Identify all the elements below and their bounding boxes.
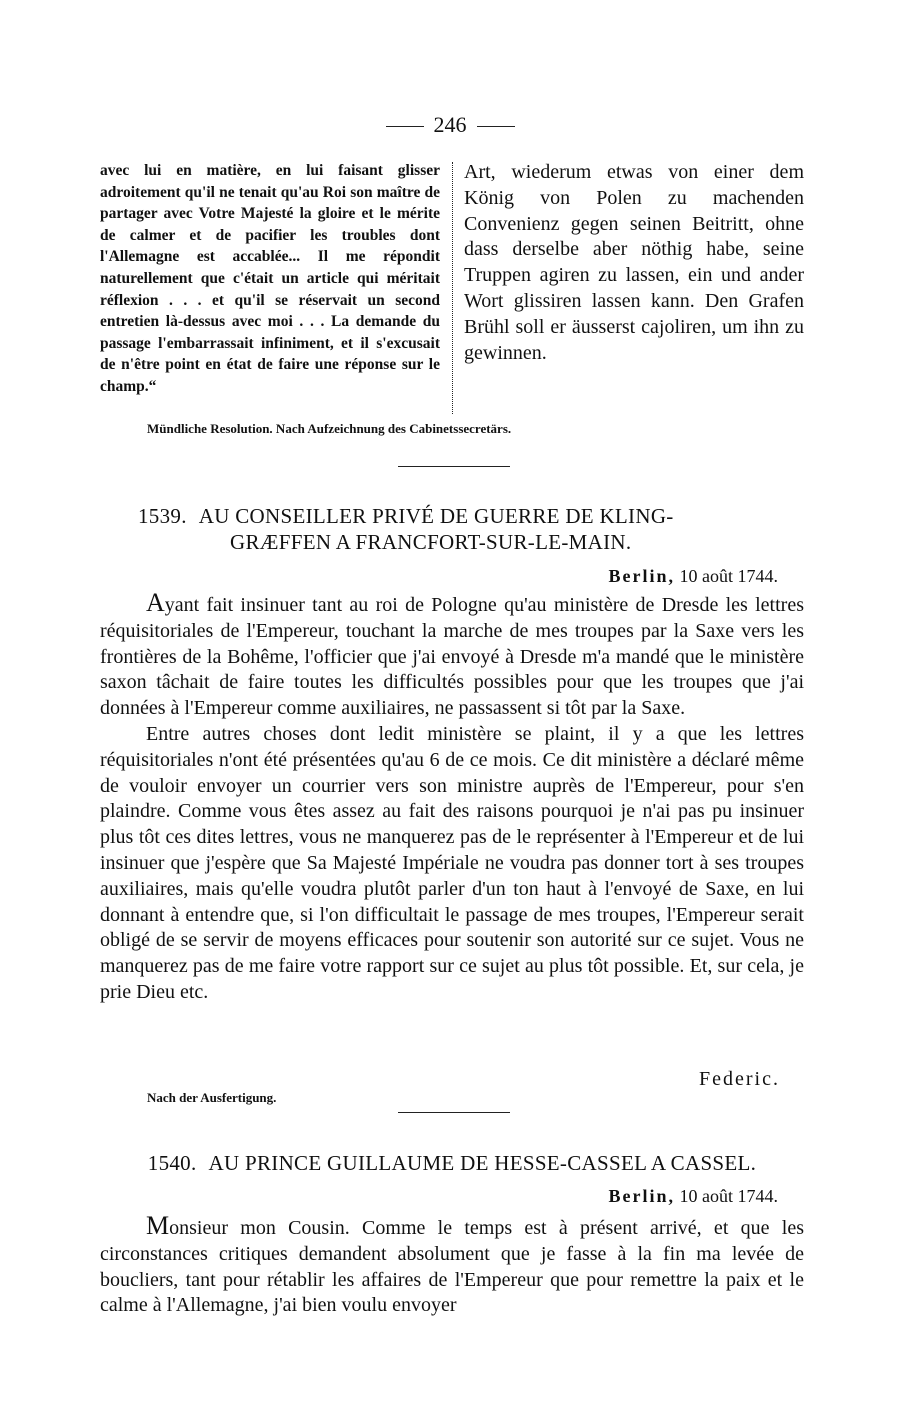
right-column-german <box>464 160 804 366</box>
page-number <box>0 112 900 138</box>
letter-1539-date-place: Berlin, <box>608 566 675 586</box>
section-divider <box>398 466 510 467</box>
column-divider <box>452 162 453 414</box>
letter-1539-dateline <box>609 566 779 587</box>
letter-1539-paragraph-1: Ayant fait insinuer tant au roi de Pologne qu'au ministère de Dresde les lettres réquisitoriales de l'Empereur, touchant la marche de mes troupes par la Saxe vers les frontières de la Bohême, l'officier que j'ai envoyé à Dresde m'a mandé que le ministère saxon tâchait de faire toutes les difficultés possibles pour que les troupes que j'ai données à l'Empereur comme auxiliaires, ne passassent si tôt par la Saxe. <box>100 588 804 720</box>
page-number-text: 246 <box>433 112 467 137</box>
letter-1539-source-note: Nach der Ausfertigung. <box>147 1090 277 1105</box>
letter-1540-body <box>100 1213 804 1319</box>
left-column-french <box>100 160 440 398</box>
letter-1539-heading <box>100 503 804 555</box>
letter-1539-title-line2: GRÆFFEN A FRANCFORT-SUR-LE-MAIN. <box>230 530 632 554</box>
letter-1539-number: 1539. <box>138 504 187 528</box>
letter-1540-date: 10 août 1744. <box>679 1186 778 1206</box>
letter-1540-date-place: Berlin, <box>608 1186 675 1206</box>
letter-1539-signature: Federic. <box>699 1068 780 1090</box>
letter-1540-dateline <box>609 1186 779 1207</box>
source-note-top: Mündliche Resolution. Nach Aufzeichnung des Cabinetssecretärs. <box>147 421 512 436</box>
letter-1539-title-line1: AU CONSEILLER PRIVÉ DE GUERRE DE KLING- <box>198 504 674 528</box>
page-number-right-rule <box>477 126 515 127</box>
letter-1539-paragraph-2: Entre autres choses dont ledit ministère se plaint, il y a que les lettres réquisitoriales n'ont été présentées qu'au 6 de ce mois. Ce dit ministère a déclaré même de vouloir envoyer un courrier vers son ministre auprès de l'Empereur, pour s'en plaindre. Comme vous êtes assez au fait des raisons pourquoi je n'ai pas pu insinuer plus tôt ces dites lettres, vous ne manquerez pas de le représenter à l'Empereur et de lui insinuer que j'espère que Sa Majesté Impériale ne voudra pas donner tort à ses troupes auxiliaires, mais qu'elle voudra plutôt parler d'un ton haut à l'envoyé de Saxe, en lui donnant à entendre que, si l'on difficultait le passage de mes troupes, l'Empereur serait obligé de se servir de moyens efficaces pour soutenir son autorité sur ce sujet. Vous ne manquerez pas de me faire votre rapport sur ce sujet au plus tôt possible. Et, sur cela, je prie Dieu etc. <box>100 722 804 1003</box>
section-divider-2 <box>398 1112 510 1113</box>
letter-1540-number: 1540. <box>147 1151 197 1175</box>
letter-1539-body <box>100 590 804 1006</box>
letter-1540-heading <box>100 1150 804 1176</box>
right-column-text: Art, wiederum etwas von einer dem König von Polen zu machenden Convenienz gegen seinen Beitritt, ohne dass derselbe aber nöthig habe, seine Truppen agiren zu lassen, ein und ander Wort glissiren lassen kann. Den Grafen Brühl soll er äusserst cajoliren, um ihn zu gewinnen. <box>464 161 804 364</box>
page-number-left-rule <box>386 126 424 127</box>
letter-1539-date: 10 août 1744. <box>679 566 778 586</box>
left-column-text: avec lui en matière, en lui faisant glisser adroitement qu'il ne tenait qu'au Roi son maître de partager avec Votre Majesté la gloire et le mérite de calmer et de pacifier les troubles dont l'Allemagne est accablée... Il me répondit naturellement que c'était un article qui méritait réflexion . . . et qu'il se réservait un second entretien là-dessus avec moi . . . La demande du passage l'embarrassait infiniment, et il s'excusait de n'être point en état de faire une réponse sur le champ.“ <box>100 162 440 395</box>
letter-1539-heading-line1 <box>100 503 804 529</box>
letter-1540-paragraph-1: Monsieur mon Cousin. Comme le temps est à présent arrivé, et que les circonstances critiques demandent absolument que je fasse à la fin ma levée de boucliers, tant pour rétablir les affaires de l'Empereur que pour remettre la paix et le calme à l'Allemagne, j'ai bien voulu envoyer <box>100 1211 804 1317</box>
letter-1540-title: AU PRINCE GUILLAUME DE HESSE-CASSEL A CASSEL. <box>208 1151 757 1175</box>
